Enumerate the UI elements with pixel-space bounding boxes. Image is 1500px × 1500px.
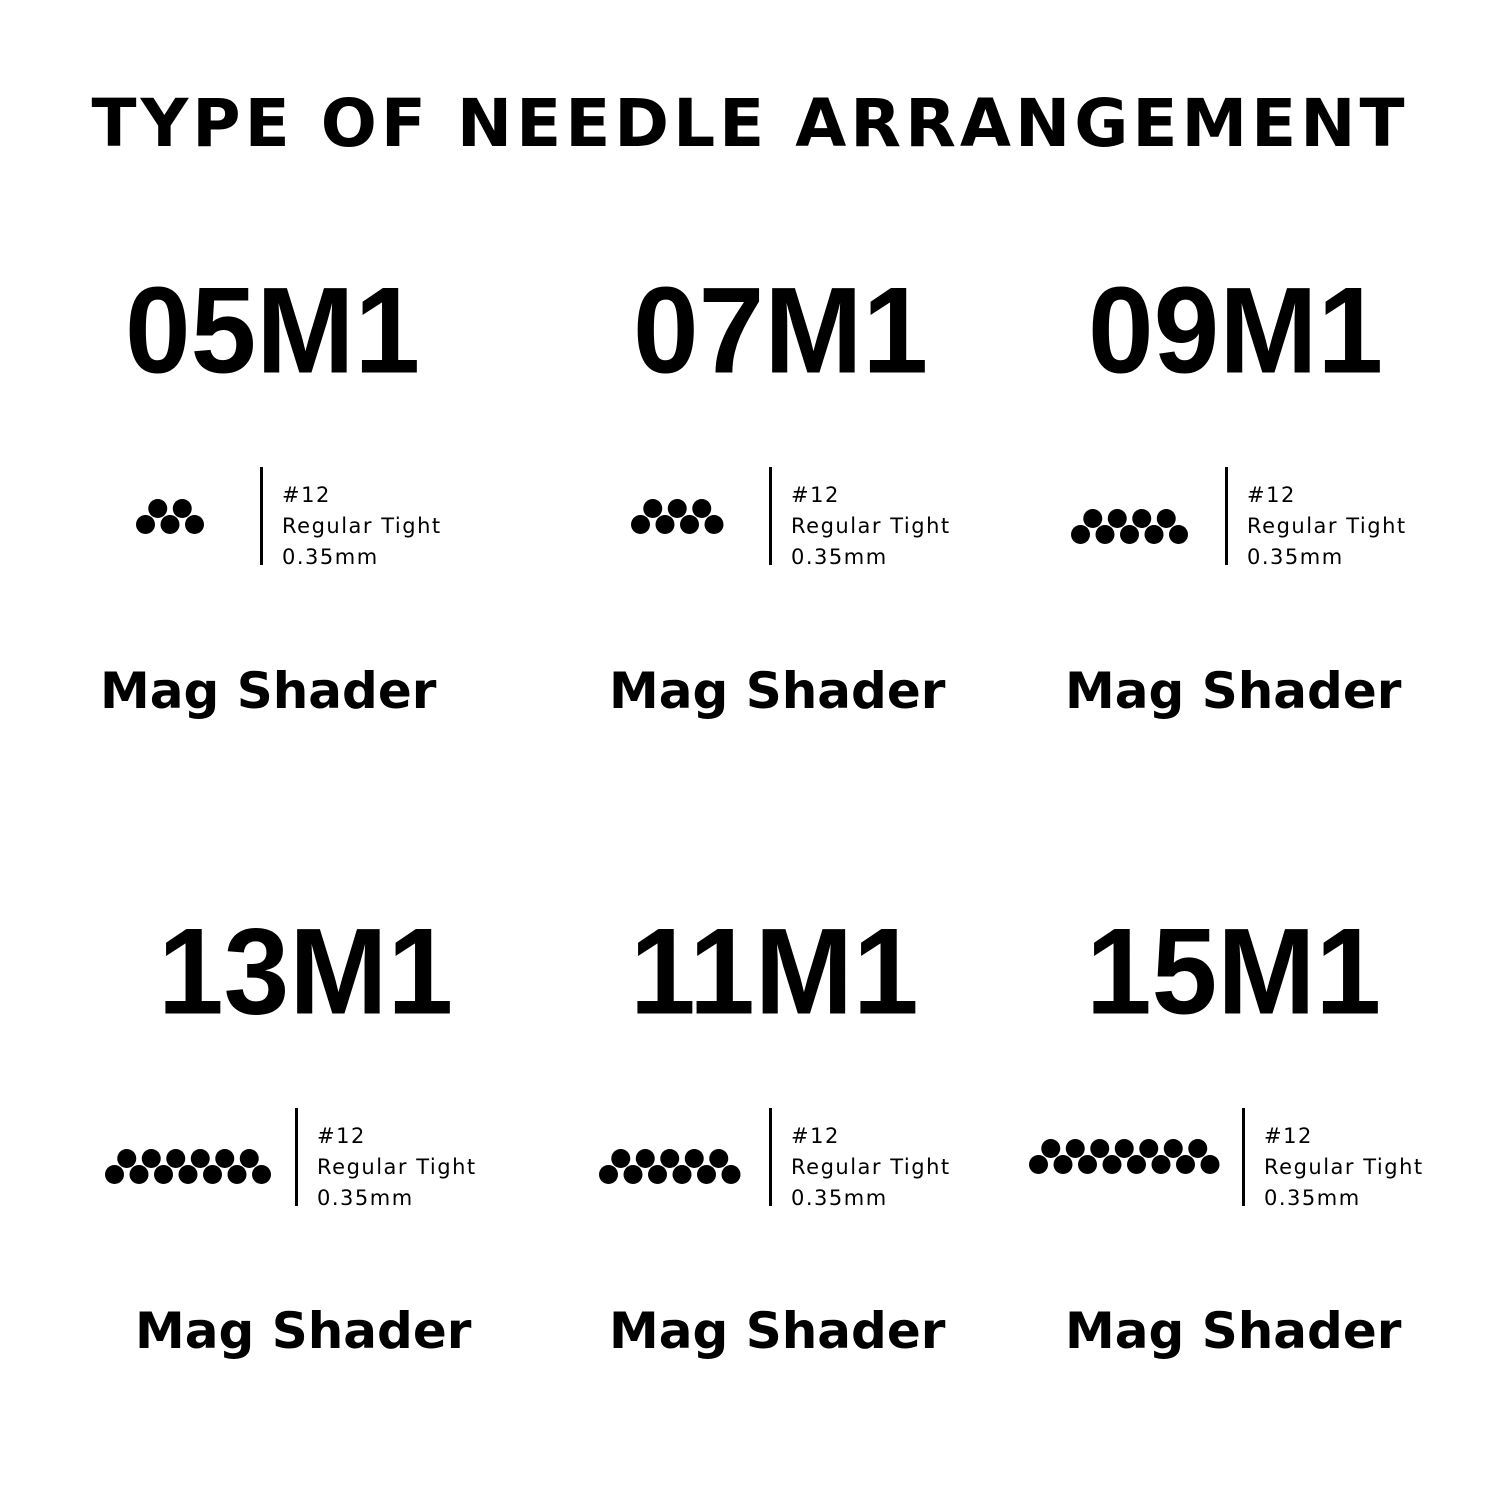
needle-dot bbox=[643, 499, 662, 518]
needle-gauge: #12 bbox=[282, 483, 331, 507]
needle-dot bbox=[668, 499, 687, 518]
needle-divider bbox=[1242, 1108, 1245, 1206]
needle-dot bbox=[631, 515, 650, 534]
needle-dot bbox=[1164, 1139, 1183, 1158]
needle-divider bbox=[769, 1108, 772, 1206]
needle-dot bbox=[166, 1149, 185, 1168]
needle-dot bbox=[1157, 509, 1176, 528]
needle-dot bbox=[185, 515, 204, 534]
needle-dot bbox=[1054, 1155, 1073, 1174]
needle-diameter: 0.35mm bbox=[282, 545, 379, 569]
needle-dot bbox=[228, 1165, 247, 1184]
needle-dot bbox=[656, 515, 675, 534]
needle-gauge: #12 bbox=[1247, 483, 1296, 507]
needle-dot bbox=[709, 1149, 728, 1168]
needle-dot bbox=[1145, 525, 1164, 544]
needle-dot bbox=[611, 1149, 630, 1168]
needle-dot bbox=[1071, 525, 1090, 544]
needle-arrangement-diagram bbox=[1028, 1138, 1233, 1193]
needle-divider bbox=[1225, 467, 1228, 565]
needle-taper: Regular Tight bbox=[282, 514, 442, 538]
needle-taper: Regular Tight bbox=[1264, 1155, 1424, 1179]
needle-dot bbox=[130, 1165, 149, 1184]
needle-dot bbox=[599, 1165, 618, 1184]
needle-dot bbox=[252, 1165, 271, 1184]
needle-code: 15M1 bbox=[1086, 903, 1382, 1041]
page-title: TYPE OF NEEDLE ARRANGEMENT bbox=[91, 85, 1409, 162]
needle-dot bbox=[173, 499, 192, 518]
needle-type-name: Mag Shader bbox=[609, 662, 946, 720]
needle-type-name: Mag Shader bbox=[609, 1302, 946, 1360]
needle-dot bbox=[191, 1149, 210, 1168]
needle-dot bbox=[636, 1149, 655, 1168]
needle-type-name: Mag Shader bbox=[1065, 1302, 1402, 1360]
needle-gauge: #12 bbox=[791, 1124, 840, 1148]
needle-dot bbox=[105, 1165, 124, 1184]
needle-dot bbox=[673, 1165, 692, 1184]
needle-gauge: #12 bbox=[1264, 1124, 1313, 1148]
needle-dot bbox=[1029, 1155, 1048, 1174]
needle-code: 05M1 bbox=[125, 262, 421, 400]
needle-divider bbox=[260, 467, 263, 565]
needle-dot bbox=[697, 1165, 716, 1184]
needle-dot bbox=[240, 1149, 259, 1168]
needle-type-name: Mag Shader bbox=[1065, 662, 1402, 720]
needle-dot bbox=[215, 1149, 234, 1168]
needle-dot bbox=[1127, 1155, 1146, 1174]
needle-dot bbox=[142, 1149, 161, 1168]
needle-dot bbox=[148, 499, 167, 518]
needle-divider bbox=[769, 467, 772, 565]
needle-dot bbox=[1201, 1155, 1220, 1174]
needle-dot bbox=[1139, 1139, 1158, 1158]
needle-diameter: 0.35mm bbox=[317, 1186, 414, 1210]
needle-gauge: #12 bbox=[317, 1124, 366, 1148]
needle-dot bbox=[1108, 509, 1127, 528]
needle-arrangement-diagram bbox=[630, 498, 740, 553]
needle-dot bbox=[1120, 525, 1139, 544]
needle-diameter: 0.35mm bbox=[1247, 545, 1344, 569]
needle-code: 07M1 bbox=[633, 262, 929, 400]
needle-dot bbox=[624, 1165, 643, 1184]
needle-arrangement-diagram bbox=[598, 1148, 753, 1203]
needle-arrangement-diagram bbox=[135, 498, 225, 553]
needle-taper: Regular Tight bbox=[791, 514, 951, 538]
needle-dot bbox=[117, 1149, 136, 1168]
needle-dot bbox=[136, 515, 155, 534]
needle-dot bbox=[648, 1165, 667, 1184]
needle-dot bbox=[1152, 1155, 1171, 1174]
needle-specs bbox=[1247, 480, 1407, 573]
needle-dot bbox=[685, 1149, 704, 1168]
needle-taper: Regular Tight bbox=[317, 1155, 477, 1179]
needle-dot bbox=[1115, 1139, 1134, 1158]
needle-dot bbox=[1176, 1155, 1195, 1174]
needle-divider bbox=[295, 1108, 298, 1206]
needle-dot bbox=[1083, 509, 1102, 528]
needle-arrangement-diagram bbox=[1070, 508, 1200, 558]
needle-dot bbox=[203, 1165, 222, 1184]
needle-specs bbox=[1264, 1121, 1424, 1214]
needle-specs bbox=[791, 1121, 951, 1214]
needle-specs bbox=[791, 480, 951, 573]
needle-dot bbox=[722, 1165, 741, 1184]
needle-gauge: #12 bbox=[791, 483, 840, 507]
needle-dot bbox=[154, 1165, 173, 1184]
needle-dot bbox=[1041, 1139, 1060, 1158]
needle-taper: Regular Tight bbox=[791, 1155, 951, 1179]
needle-dot bbox=[1103, 1155, 1122, 1174]
needle-dot bbox=[660, 1149, 679, 1168]
needle-specs bbox=[282, 480, 442, 573]
needle-taper: Regular Tight bbox=[1247, 514, 1407, 538]
needle-code: 11M1 bbox=[630, 903, 919, 1041]
needle-type-name: Mag Shader bbox=[135, 1302, 472, 1360]
needle-dot bbox=[1090, 1139, 1109, 1158]
needle-dot bbox=[680, 515, 699, 534]
needle-dot bbox=[1169, 525, 1188, 544]
needle-dot bbox=[1078, 1155, 1097, 1174]
needle-dot bbox=[1188, 1139, 1207, 1158]
needle-diameter: 0.35mm bbox=[791, 545, 888, 569]
needle-code: 09M1 bbox=[1088, 262, 1384, 400]
needle-dot bbox=[1132, 509, 1151, 528]
needle-dot bbox=[1096, 525, 1115, 544]
needle-specs bbox=[317, 1121, 477, 1214]
needle-dot bbox=[161, 515, 180, 534]
needle-code: 13M1 bbox=[158, 903, 454, 1041]
needle-type-name: Mag Shader bbox=[100, 662, 437, 720]
needle-dot bbox=[1066, 1139, 1085, 1158]
needle-diameter: 0.35mm bbox=[1264, 1186, 1361, 1210]
needle-dot bbox=[179, 1165, 198, 1184]
needle-dot bbox=[692, 499, 711, 518]
needle-arrangement-diagram bbox=[104, 1148, 284, 1203]
needle-diameter: 0.35mm bbox=[791, 1186, 888, 1210]
needle-dot bbox=[705, 515, 724, 534]
